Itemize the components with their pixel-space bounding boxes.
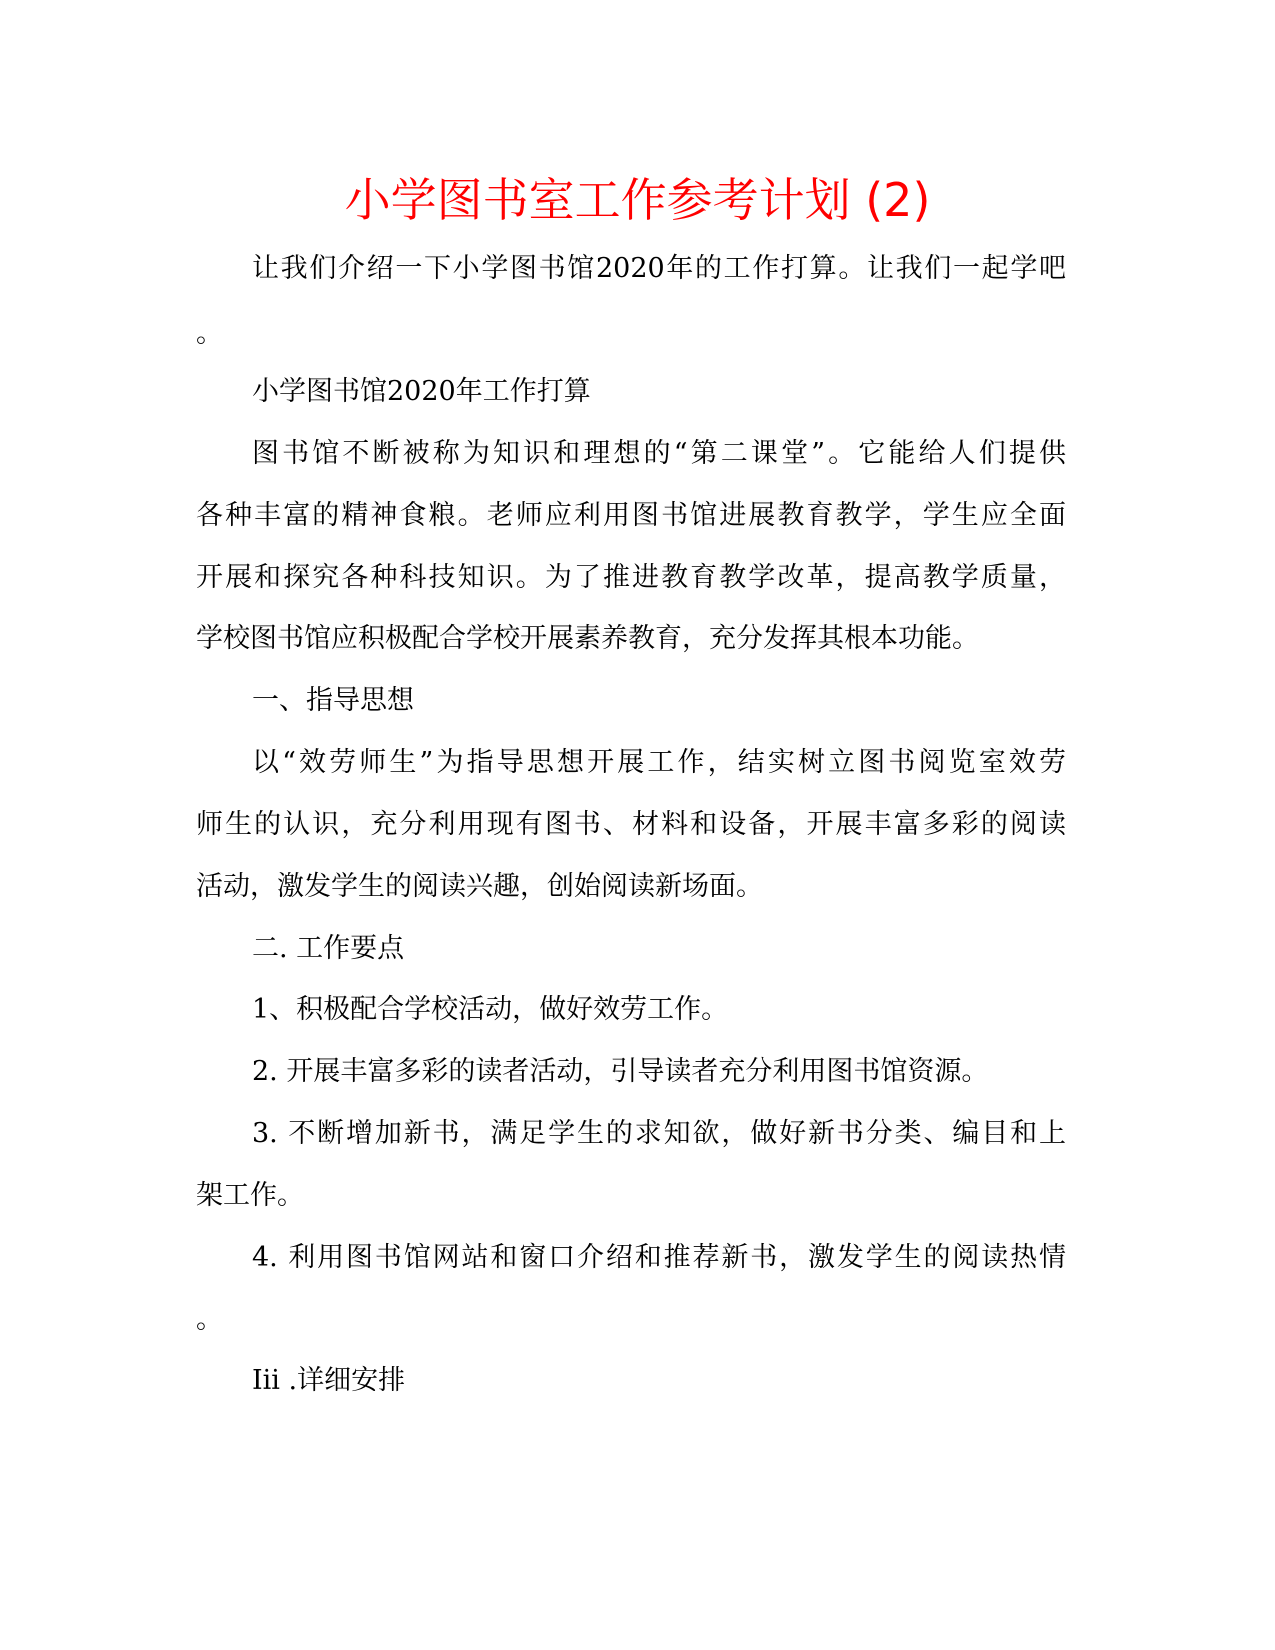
paragraph-line: 。 [196,318,223,349]
section-heading: 二. 工作要点 [252,933,405,964]
paragraph-line: 学校图书馆应积极配合学校开展素养教育，充分发挥其根本功能。 [196,623,979,654]
section-subtitle: 小学图书馆2020年工作打算 [252,376,591,407]
section-heading: 一、指导思想 [252,685,414,716]
list-item: 3. 不断增加新书，满足学生的求知欲，做好新书分类、编目和上 [252,1118,1066,1149]
paragraph-line: 图书馆不断被称为知识和理想的“第二课堂”。它能给人们提供 [252,438,1066,469]
list-item: 1、积极配合学校活动，做好效劳工作。 [252,994,729,1025]
document-title: 小学图书室工作参考计划 (2) [344,173,931,227]
section-heading: Iii .详细安排 [252,1365,406,1396]
paragraph-line: 以“效劳师生”为指导思想开展工作，结实树立图书阅览室效劳 [252,747,1066,778]
list-item: 4. 利用图书馆网站和窗口介绍和推荐新书，激发学生的阅读热情 [252,1242,1066,1273]
list-item-continuation: 。 [196,1304,223,1335]
list-item-continuation: 架工作。 [196,1180,304,1211]
list-item: 2. 开展丰富多彩的读者活动，引导读者充分利用图书馆资源。 [252,1056,989,1087]
paragraph-line: 各种丰富的精神食粮。老师应利用图书馆进展教育教学，学生应全面 [196,500,1066,531]
paragraph-line: 让我们介绍一下小学图书馆2020年的工作打算。让我们一起学吧 [252,253,1066,284]
paragraph-line: 活动，激发学生的阅读兴趣，创始阅读新场面。 [196,871,763,902]
paragraph-line: 开展和探究各种科技知识。为了推进教育教学改革，提高教学质量， [196,562,1066,593]
paragraph-line: 师生的认识，充分利用现有图书、材料和设备，开展丰富多彩的阅读 [196,809,1066,840]
